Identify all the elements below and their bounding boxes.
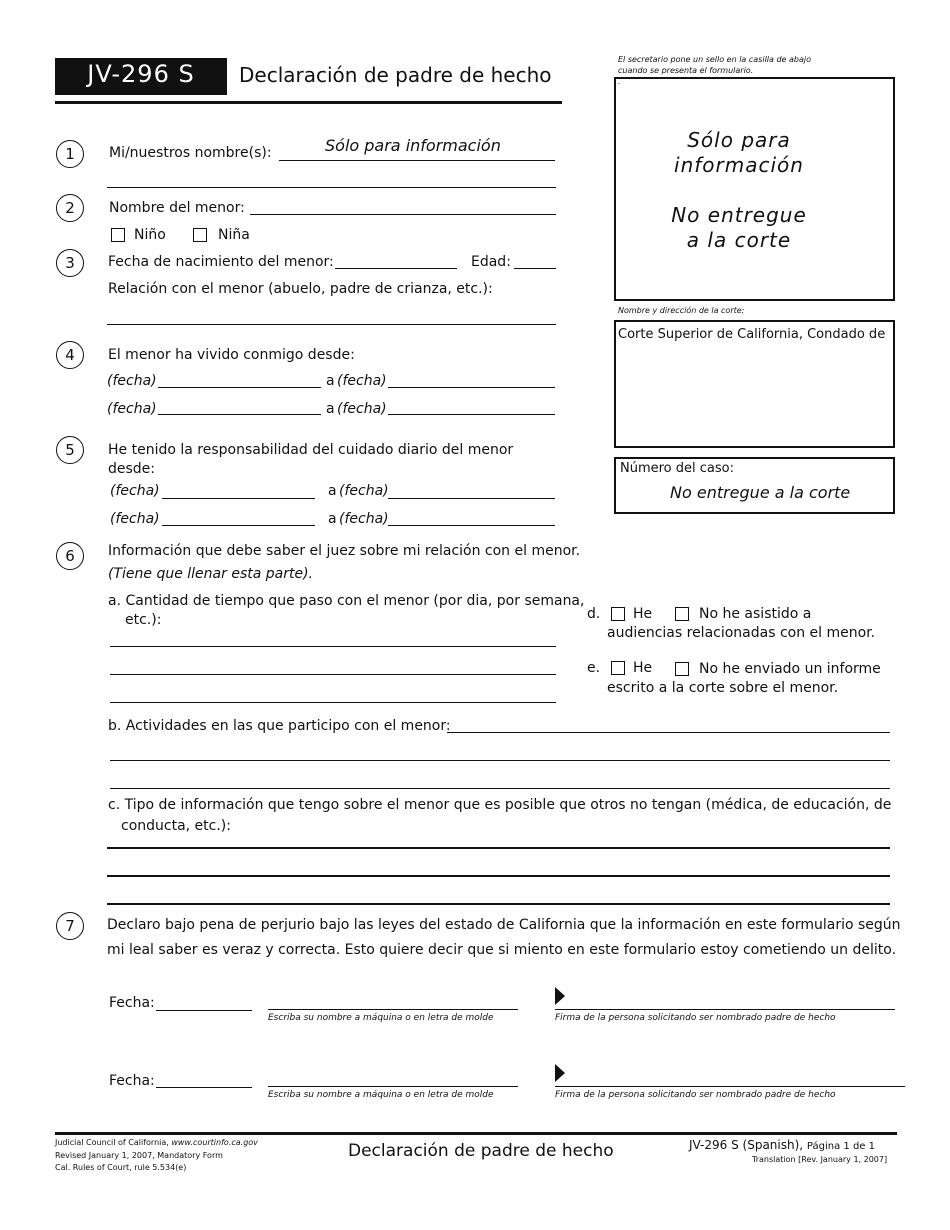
stamp-text-4: a la corte [686,228,792,252]
to-label: a [328,511,337,527]
report-rest-label: escrito a la corte sobre el menor. [607,680,839,696]
signature-caption-1: Firma de la persona solicitando ser nombrado padre de hecho [555,1013,836,1023]
activities-field-3[interactable] [110,788,890,789]
hearings-rest-label: audiencias relacionadas con el menor. [607,625,876,641]
print-name-caption-1: Escriba su nombre a máquina o en letra de molde [268,1013,494,1023]
report-no-label: No he enviado un informe [699,661,881,677]
print-name-field-1[interactable] [268,1009,518,1010]
signature-field-1[interactable] [555,1009,895,1010]
girl-label: Niña [218,227,250,243]
footer-form-code: JV-296 S (Spanish), [689,1138,804,1152]
info-type-label-1: c. Tipo de información que tengo sobre el menor que es posible que otros no tengan (médica, de educación, de [108,797,892,813]
footer-rule [55,1132,897,1135]
dob-field[interactable] [335,268,457,269]
names-field[interactable] [279,160,555,161]
time-spent-field-2[interactable] [110,674,556,675]
form-title: Declaración de padre de hecho [239,63,552,87]
council-url: www.courtinfo.ca.gov [171,1138,258,1147]
item-number-4: 4 [56,341,84,369]
hearings-no-label: No he asistido a [699,606,812,622]
footer-title: Declaración de padre de hecho [348,1141,614,1161]
footer-council [55,1138,258,1147]
hearings-yes-checkbox[interactable] [611,607,625,621]
lived-from-1[interactable] [158,387,321,388]
relationship-field[interactable] [107,324,556,325]
date-label: (fecha) [110,511,160,527]
date-label: (fecha) [339,511,389,527]
activities-field-2[interactable] [110,760,890,761]
date-label: (fecha) [107,401,157,417]
hearings-yes-label: He [633,606,653,622]
print-name-caption-2: Escriba su nombre a máquina o en letra de molde [268,1090,494,1100]
to-label: a [328,483,337,499]
date-label: (fecha) [107,373,157,389]
care-label-2: desde: [108,461,156,477]
item-number-7: 7 [56,912,84,940]
footer-revised: Revised January 1, 2007, Mandatory Form [55,1151,223,1160]
date-field-2[interactable] [156,1087,252,1088]
date-label: (fecha) [337,401,387,417]
age-field[interactable] [514,268,556,269]
activities-field-1[interactable] [447,732,890,733]
council-name: Judicial Council of California, [55,1138,169,1147]
names-field-2[interactable] [107,187,556,188]
report-no-checkbox[interactable] [675,662,689,676]
signature-caption-2: Firma de la persona solicitando ser nombrado padre de hecho [555,1090,836,1100]
stamp-text-1: Sólo para [687,128,791,152]
item-number-5: 5 [56,436,84,464]
date-label-1: Fecha: [109,995,155,1011]
info-type-field-2[interactable] [107,875,890,877]
dob-label: Fecha de nacimiento del menor: [108,254,334,270]
report-yes-label: He [633,660,653,676]
required-note: (Tiene que llenar esta parte). [108,566,313,582]
item-number-2: 2 [56,194,84,222]
lived-from-2[interactable] [158,414,321,415]
court-label: Nombre y dirección de la corte: [618,306,745,315]
date-field-1[interactable] [156,1010,252,1011]
footer-rules: Cal. Rules of Court, rule 5.534(e) [55,1163,187,1172]
time-spent-field-1[interactable] [110,646,556,647]
date-label: (fecha) [110,483,160,499]
girl-checkbox[interactable] [193,228,207,242]
age-label: Edad: [471,254,511,270]
time-spent-label-1: a. Cantidad de tiempo que paso con el menor (por dia, por semana, [108,593,585,609]
info-type-field-3[interactable] [107,903,890,905]
lived-since-label: El menor ha vivido conmigo desde: [108,347,355,363]
item-number-1: 1 [56,140,84,168]
info-type-label-2: conducta, etc.): [121,818,231,834]
case-number-label: Número del caso: [620,461,734,476]
stamp-text-3: No entregue [671,203,807,227]
stamp-text-2: información [674,153,804,177]
info-type-field-1[interactable] [107,847,890,849]
footer-page: Página 1 de 1 [806,1141,875,1152]
clerk-note-dot: . [618,77,621,86]
boy-label: Niño [134,227,166,243]
names-label: Mi/nuestros nombre(s): [109,145,272,161]
item-d-letter: d. [587,606,601,622]
clerk-note-1: El secretario pone un sello en la casilla de abajo [618,55,811,64]
time-spent-field-3[interactable] [110,702,556,703]
item-e-letter: e. [587,660,601,676]
date-label-2: Fecha: [109,1073,155,1089]
care-to-2[interactable] [388,525,555,526]
item-number-3: 3 [56,249,84,277]
form-code: JV-296 S [87,60,195,88]
time-spent-label-2: etc.): [125,612,162,628]
date-label: (fecha) [339,483,389,499]
relationship-info-label: Información que debe saber el juez sobre mi relación con el menor. [108,543,581,559]
hearings-no-checkbox[interactable] [675,607,689,621]
court-name: Corte Superior de California, Condado de [618,327,886,342]
relationship-label: Relación con el menor (abuelo, padre de crianza, etc.): [108,281,493,297]
activities-label: b. Actividades en las que participo con el menor: [108,718,451,734]
clerk-note-2: cuando se presenta el formulario. [618,66,754,75]
lived-to-1[interactable] [388,387,555,388]
header-rule [55,101,562,104]
print-name-field-2[interactable] [268,1086,518,1087]
footer-code [689,1138,875,1152]
names-value: Sólo para información [325,136,501,155]
child-name-field[interactable] [250,214,556,215]
item-number-6: 6 [56,542,84,570]
lived-to-2[interactable] [388,414,555,415]
case-number-value: No entregue a la corte [670,483,851,502]
care-label-1: He tenido la responsabilidad del cuidado diario del menor [108,442,514,458]
boy-checkbox[interactable] [111,228,125,242]
child-name-label: Nombre del menor: [109,200,245,216]
report-yes-checkbox[interactable] [611,661,625,675]
care-to-1[interactable] [388,498,555,499]
footer-translation: Translation [Rev. January 1, 2007] [752,1155,888,1164]
signature-arrow-icon [555,1064,565,1082]
to-label: a [326,401,335,417]
care-from-2[interactable] [162,525,315,526]
care-from-1[interactable] [162,498,315,499]
signature-field-2[interactable] [555,1086,905,1087]
date-label: (fecha) [337,373,387,389]
signature-arrow-icon [555,987,565,1005]
clerk-stamp-box [614,77,895,301]
declaration-2: mi leal saber es veraz y correcta. Esto quiere decir que si miento en este formulario estoy cometiendo un delito. [107,942,897,958]
to-label: a [326,373,335,389]
declaration-1: Declaro bajo pena de perjurio bajo las leyes del estado de California que la información en este formulario según [107,917,901,933]
